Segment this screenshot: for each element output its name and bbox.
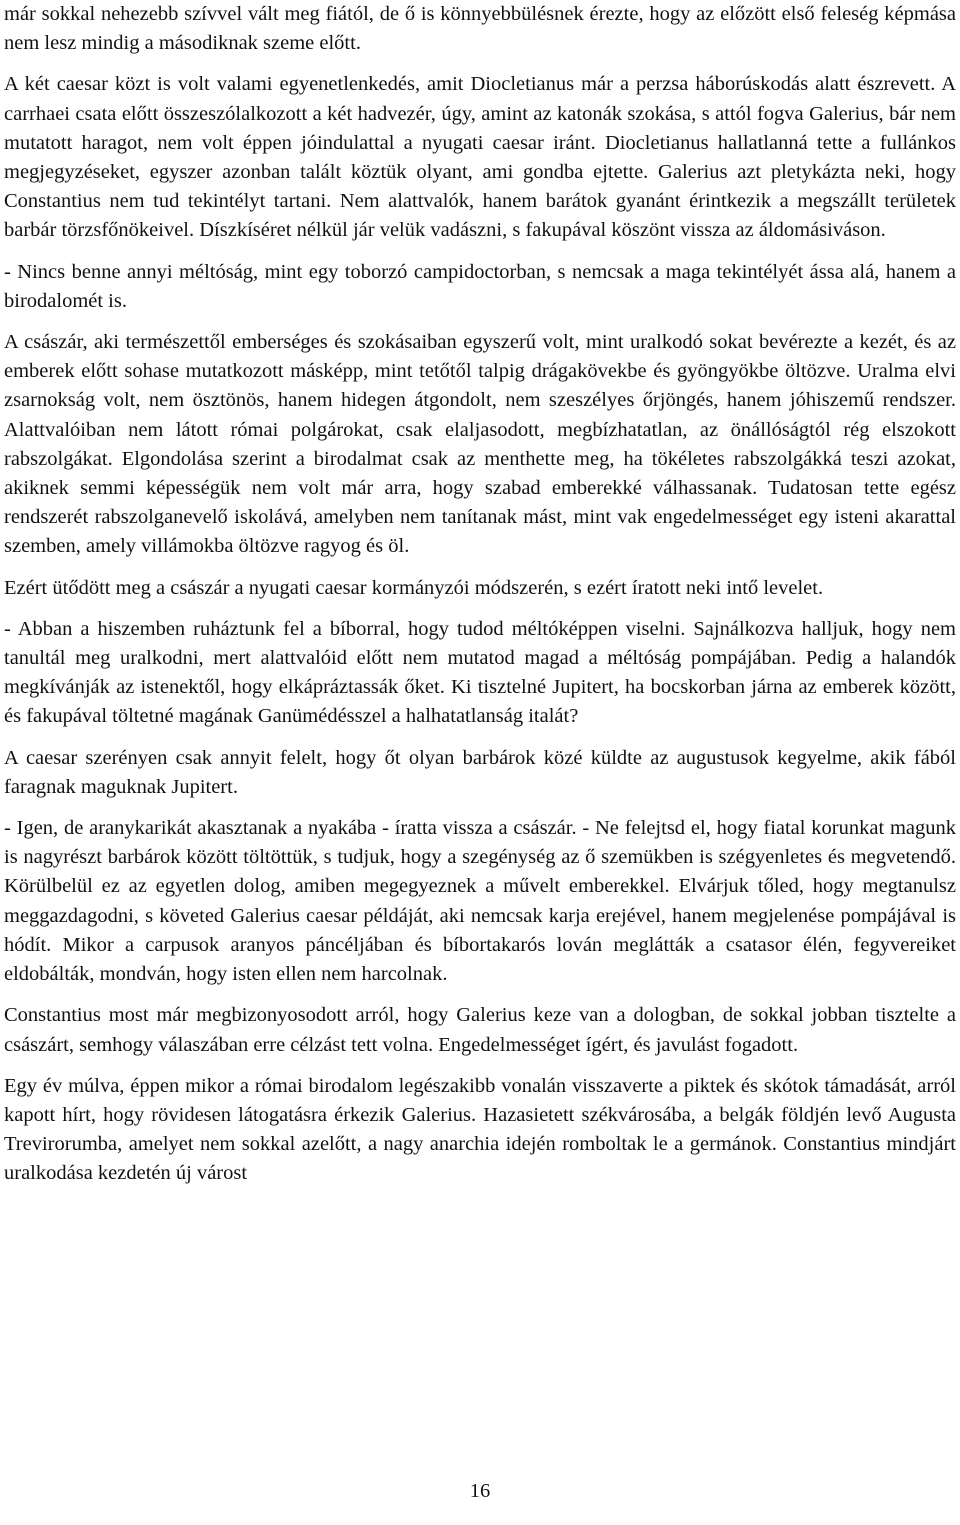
paragraph-6: - Abban a hiszemben ruháztunk fel a bíborral, hogy tudod méltóképpen viselni. Sajnálkozva halljuk, hogy nem tanultál meg uralkodni, mert alattvalóid előtt nem mutatod magad a méltóság pompájában. Pedig a halandók megkívánják az istenektől, hogy elkápráztassák őket. Ki tisztelné Jupitert, ha bocskorban járna az emberek között, és fakupával töltetné magának Ganümédésszel a halhatatlanság italát?	[4, 617, 956, 728]
paragraph-3: - Nincs benne annyi méltóság, mint egy toborzó campidoctorban, s nemcsak a maga tekintélyét ássa alá, hanem a birodalomét is.	[4, 260, 956, 312]
paragraph-2: A két caesar közt is volt valami egyenetlenkedés, amit Diocletianus már a perzsa háborúskodás alatt észrevett. A carrhaei csata előtt összeszólalkozott a két hadvezér, úgy, amint az katonák szokása, s attól fogva Galerius, bár nem mutatott haragot, nem volt éppen jóindulattal a nyugati caesar iránt. Diocletianus hallatlanná tette a fullánkos megjegyzéseket, egyszer azonban talált köztük olyant, ami gondba ejtette. Galerius azt pletykázta neki, hogy Constantius nem tud tekintélyt tartani. Nem alattvalók, hanem barátok gyanánt érintkezik a megszállt területek barbár törzsfőnökeivel. Díszkíséret nélkül jár velük vadászni, s fakupával köszönt vissza az áldomásiváson.	[4, 73, 956, 242]
paragraph-10: Egy év múlva, éppen mikor a római birodalom legészakibb vonalán visszaverte a piktek és skótok támadását, arról kapott hírt, hogy rövidesen látogatásra érkezik Galerius. Hazasietett székvárosába, a belgák földjén levő Augusta Trevirorumba, amelyet nem sokkal azelőtt, a nagy anarchia idején romboltak le a germánok. Constantius mindjárt uralkodása kezdetén új várost	[4, 1074, 956, 1185]
paragraph-5: Ezért ütődött meg a császár a nyugati caesar kormányzói módszerén, s ezért íratott neki intő levelet.	[4, 576, 824, 599]
paragraph-7: A caesar szerényen csak annyit felelt, hogy őt olyan barbárok közé küldte az augustusok kegyelme, akik fából faragnak maguknak Jupitert.	[4, 746, 956, 798]
page-number: 16	[469, 1480, 491, 1502]
document-page	[4, 0, 956, 1201]
paragraph-8: - Igen, de aranykarikát akasztanak a nyakába - íratta vissza a császár. - Ne felejtsd el, hogy fiatal korunkat magunk is nagyrészt barbárok között töltöttük, s tudjuk, hogy a szegénység az ő szemükben is szégyenletes és megvetendő. Körülbelül ez az egyetlen dolog, amiben megegyeznek a művelt emberekkel. Elvárjuk tőled, hogy megtanulsz meggazdagodni, s követed Galerius caesar példáját, aki nemcsak karja erejével, hanem megjelenése pompájával is hódít. Mikor a carpusok aranyos páncéljában és bíbortakarós lován meglátták a csatasor élén, fegyvereiket eldobálták, mondván, hogy isten ellen nem harcolnak.	[4, 817, 956, 986]
paragraph-9: Constantius most már megbizonyosodott arról, hogy Galerius keze van a dologban, de sokkal jobban tisztelte a császárt, semhogy válaszában erre célzást tett volna. Engedelmességet ígért, és javulást fogadott.	[4, 1004, 956, 1056]
paragraph-1: már sokkal nehezebb szívvel vált meg fiától, de ő is könnyebbülésnek érezte, hogy az előzött első feleség képmása nem lesz mindig a másodiknak szeme előtt.	[4, 3, 956, 55]
paragraph-4: A császár, aki természettől emberséges és szokásaiban egyszerű volt, mint uralkodó sokat bevérezte a kezét, és az emberek előtt sohase mutatkozott másképp, mint tetőtől talpig drágakövekbe és gyöngyökbe öltözve. Uralma elvi zsarnokság volt, nem ösztönös, hanem hidegen átgondolt, nem szeszélyes őrjöngés, hanem jóhiszemű rendszer. Alattvalóiban nem látott római polgárokat, csak elaljasodott, megbízhatatlan, az önállóságtól rég elszokott rabszolgákat. Elgondolása szerint a birodalmat csak az menthette meg, ha tökéletes rabszolgákká teszi azokat, akiknek semmi képességük nem volt már arra, hogy szabad emberekké válhassanak. Tudatosan tette egész rendszerét rabszolganevelő iskolává, amelyben nem tanítanak mást, mint vak engedelmességet egy isteni akarattal szemben, amely villámokba öltözve ragyog és öl.	[4, 331, 956, 558]
